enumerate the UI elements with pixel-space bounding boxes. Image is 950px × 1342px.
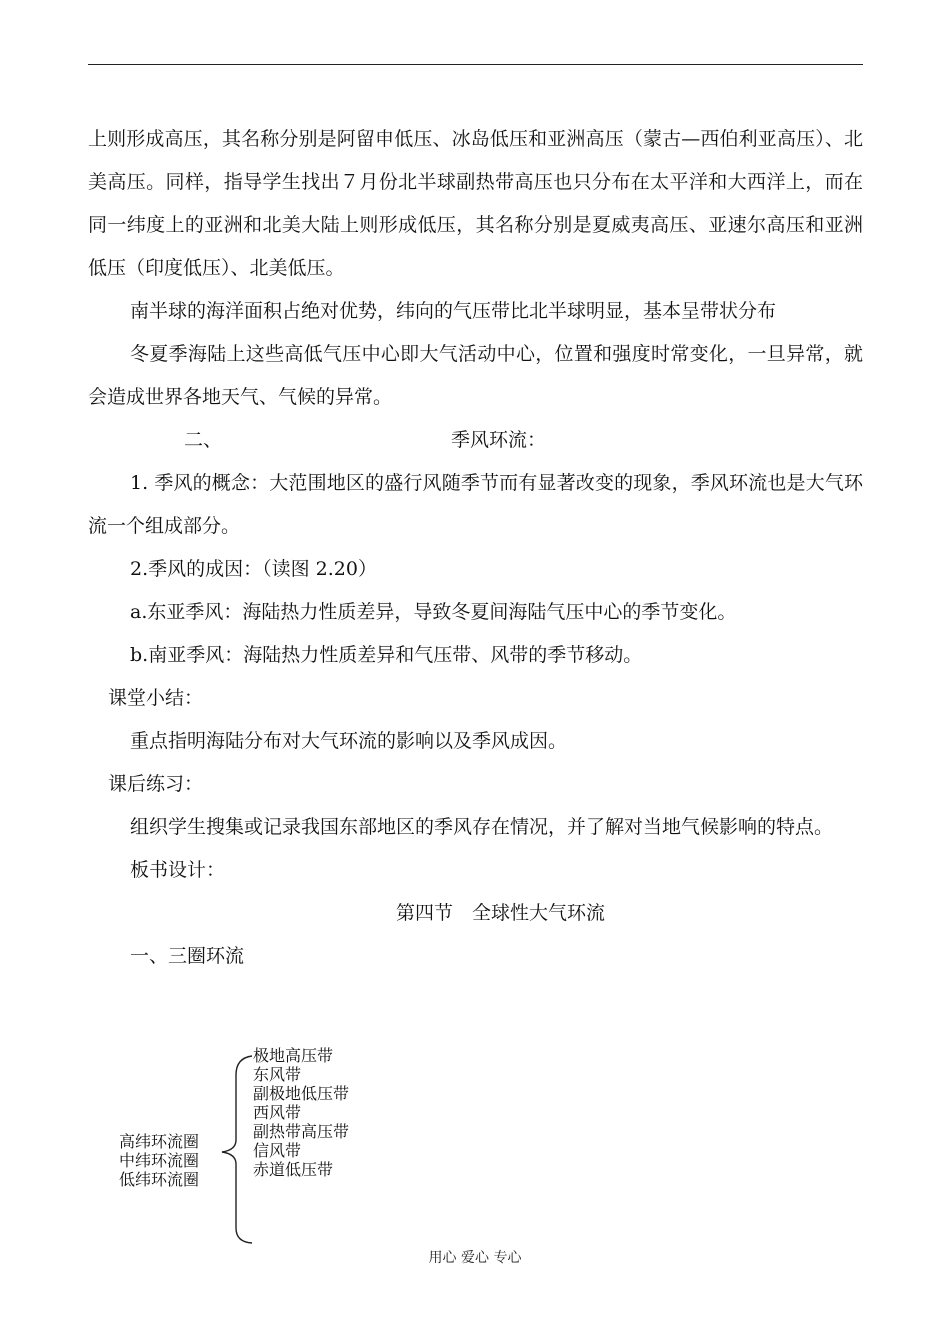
section-2-title: 季风环流： [451, 429, 547, 451]
page-footer: 用心 爱心 专心 [428, 1250, 522, 1266]
paragraph-east-asia-monsoon: a.东亚季风：海陆热力性质差异，导致冬夏间海陆气压中心的季节变化。 [130, 601, 737, 623]
belt-polar-high: 极地高压带 [253, 1046, 334, 1065]
belt-equatorial-low: 赤道低压带 [253, 1160, 334, 1179]
belt-trade-winds: 信风带 [253, 1141, 302, 1160]
paragraph-1: 上则形成高压，其名称分别是阿留申低压、冰岛低压和亚洲高压（蒙古—西伯利亚高压）、北美高压。同样，指导学生找出７月份北半球副热带高压也只分布在太平洋和大西洋上，而在同一纬度上的亚洲和北美大陆上则形成低压，其名称分别是夏威夷高压、亚速尔高压和亚洲低压（印度低压）、北美低压。 [88, 128, 863, 279]
belt-polar-easterlies: 东风带 [253, 1065, 302, 1084]
section-2-number: 二、 [184, 429, 223, 451]
paragraph-monsoon-concept: 1. 季风的概念：大范围地区的盛行风随季节而有显著改变的现象，季风环流也是大气环流一个组成部分。 [88, 472, 863, 537]
board-heading: 板书设计： [130, 859, 226, 881]
exercise-heading: 课后练习： [108, 773, 204, 795]
paragraph-monsoon-cause: 2.季风的成因：（读图 2.20） [130, 558, 377, 580]
section-2-heading [88, 419, 863, 462]
paragraph-3: 冬夏季海陆上这些高低气压中心即大气活动中心，位置和强度时常变化，一旦异常，就会造成世界各地天气、气候的异常。 [88, 343, 863, 408]
paragraph-2: 南半球的海洋面积占绝对优势，纬向的气压带比北半球明显，基本呈带状分布 [130, 300, 777, 322]
summary-heading: 课堂小结： [108, 687, 204, 709]
belt-subtropical-high: 副热带高压带 [253, 1122, 350, 1141]
cell-label-mid: 中纬环流圈 [119, 1151, 200, 1170]
curly-brace [222, 1056, 252, 1243]
cell-label-high: 高纬环流圈 [119, 1132, 200, 1151]
belt-subpolar-low: 副极地低压带 [253, 1084, 350, 1103]
board-title: 第四节 全球性大气环流 [395, 902, 605, 924]
board-subtitle: 一、三圈环流 [130, 945, 245, 967]
summary-text: 重点指明海陆分布对大气环流的影响以及季风成因。 [130, 730, 568, 752]
belt-westerlies: 西风带 [253, 1103, 302, 1122]
document-body [88, 118, 863, 978]
header-rule [88, 64, 863, 65]
exercise-text: 组织学生搜集或记录我国东部地区的季风存在情况，并了解对当地气候影响的特点。 [130, 816, 834, 838]
cell-label-low: 低纬环流圈 [119, 1170, 200, 1189]
paragraph-south-asia-monsoon: b.南亚季风：海陆热力性质差异和气压带、风带的季节移动。 [130, 644, 643, 666]
